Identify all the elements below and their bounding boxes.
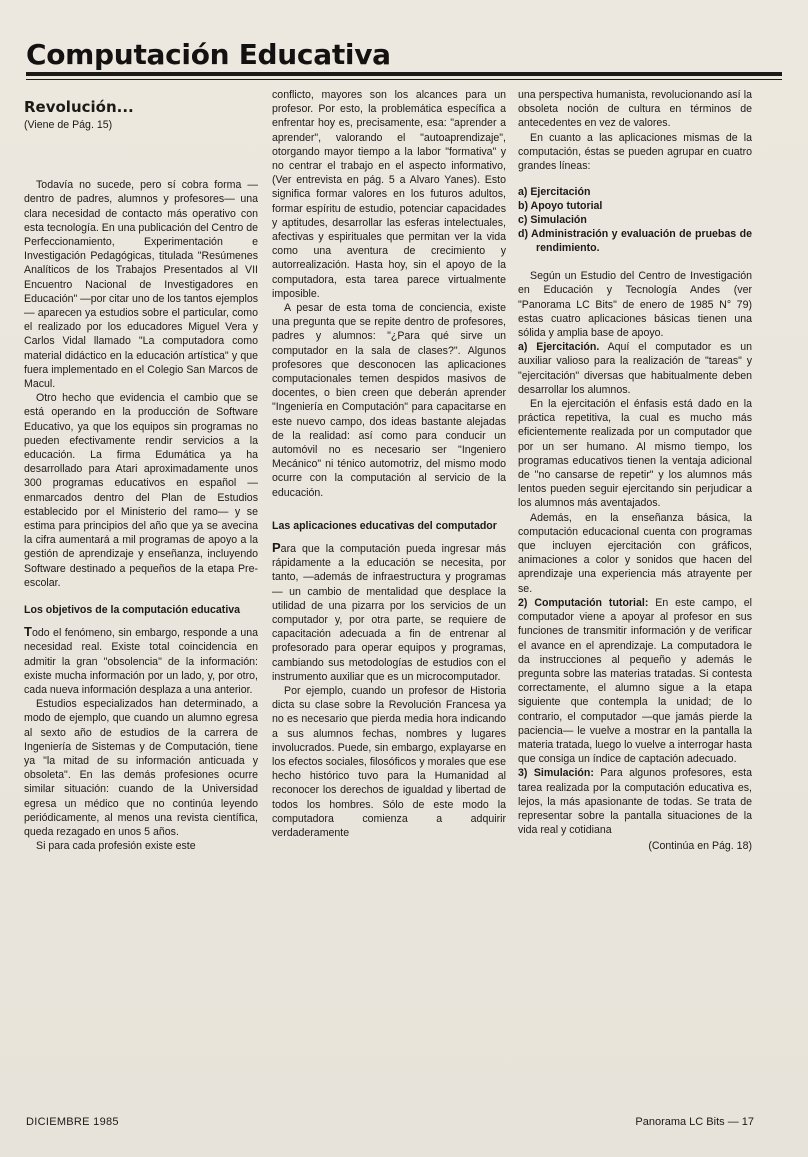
paragraph: En la ejercitación el énfasis está dado en la práctica repetitiva, la cual es mucho más eficientemente realizada por un computador que por un ser humano. Al mismo tiempo, los programas educativos tienen la ventaja adicional de "no cansarse de repetir" y los alumnos más lentos pueden seguir ejercitando sin perjudicar a los alumnos más aventajados. [518, 398, 752, 510]
paragraph: Todo el fenómeno, sin embargo, responde a una necesidad real. Existe total coincidencia en admitir la gran "obsolencia" de la información: existe mucha información por un lado, y, por otro, cada nueva información desplaza a una anterior. [24, 624, 258, 696]
paragraph: 2) Computación tutorial: En este campo, el computador viene a apoyar al profesor en sus funciones de transmitir información y de verificar el avance en el aprendizaje. La computadora le da instrucciones al pequeño y además le pregunta sobre las materias tratadas. Si contesta correctamente, el alumno sigue a la etapa siguiente que contempla la unidad; de lo contrario, el computador —que jamás pierde la paciencia— le vuelve a mostrar en la pantalla la materia tratada, luego lo vuelve a interrogar hasta que consiga un índice de captación adecuado. [518, 596, 752, 766]
section-title: Computación Educativa [26, 38, 391, 71]
list-item: c) Simulación [518, 214, 587, 227]
column-3 [518, 88, 752, 854]
list-item: d) Administración y evaluación de pruebas de rendimiento. [518, 228, 752, 255]
paragraph: Además, en la enseñanza básica, la computación educacional cuenta con programas que incluyen ejercitación con gráficos, animaciones a color y sonidos que hacen del aprendizaje una experiencia más atrayente per se. [518, 511, 752, 595]
paragraph: Para que la computación pueda ingresar más rápidamente a la educación se necesita, por tanto, —además de infraestructura y programas— un cambio de mentalidad que desplace la utilidad de una pizarra por los servicios de un computador y, por otra parte, se requiere de capacitación adecuada a fin de entrenar al profesorado para operar equipos y programas, cambiando sus metodologías de estudios con el instrumento auxiliar que es un microcomputador. [272, 539, 506, 683]
paragraph: 3) Simulación: Para algunos profesores, esta tarea realizada por la computación educativa es, lejos, la más apasionante de todas. Se trata de representar sobre la pantalla situaciones de la vida real y cotidiana [518, 767, 753, 837]
continued-from: (Viene de Pág. 15) [24, 119, 113, 131]
column-1 [24, 88, 258, 853]
column-2 [272, 88, 506, 840]
subheading: Las aplicaciones educativas del computador [272, 519, 497, 532]
paragraph: Si para cada profesión existe este [36, 840, 196, 853]
list-item: a) Ejercitación [518, 186, 591, 199]
paragraph: conflicto, mayores son los alcances para un profesor. Por esto, la problemática específica a enfrentar hoy es, precisamente, esa: "aprender a aprender", valorando el "autoaprendizaje", otorgando mayor tiempo a la labor "formativa" y no centrar el trabajo en el aspecto informativo, (Ver entrevista en pág. 5 a Alvaro Yanes). Esto significa formar valores en los futuros adultos, formar espíritu de estudio, potenciar capacidades y aptitudes, desarrollar las esferas intelectuales, afectivas y espirituales que permitan ver la vida como una aventura de crecimiento y autorrealización. Hasta hoy, sin el apoyo de la computadora, esta tarea parece virtualmente imposible. [272, 89, 506, 300]
inline-heading: a) Ejercitación. [518, 341, 600, 354]
paragraph: A pesar de esta toma de conciencia, existe una pregunta que se repite dentro de profesores, padres y alumnos: "¿Para qué sirve un computador en la sala de clases?". Algunos profesores que desconocen las aplicaciones computacionales temen despidos masivos de docentes, o bien creen que deberán aprender "Ingeniería en Computación" para capacitarse en este nuevo campo, dos ideas bastante alejadas de la realidad: así como para conducir un automóvil no es necesario ser "Ingeniero Mecánico" ni ténico automotriz, del mismo modo ocurre con la computación al servicio de la educación. [272, 302, 506, 499]
drop-cap: T [24, 624, 32, 640]
inline-heading: 2) Computación tutorial: [518, 596, 649, 609]
paragraph: a) Ejercitación. Aquí el computador es un auxiliar valioso para la realización de "tareas" y "ejercitación" diversas que habitualmente deben desarrollar los alumnos. [518, 341, 752, 396]
inline-heading: 3) Simulación: [518, 767, 594, 780]
applications-list [518, 185, 752, 255]
header-rule [26, 72, 782, 76]
paragraph: En cuanto a las aplicaciones mismas de la computación, éstas se pueden agrupar en cuatro grandes líneas: [518, 131, 752, 173]
paragraph: Según un Estudio del Centro de Investigación en Educación y Tecnología Andes (ver "Panorama LC Bits" de enero de 1985 N° 79) estas cuatro aplicaciones básicas tienen una sólida y amplia base de apoyo. [518, 270, 752, 340]
paragraph: Todavía no sucede, pero sí cobra forma —dentro de padres, alumnos y profesores— una clara necesidad de contacto más operativo con esta tecnología. En una publicación del Centro de Perfeccionamiento, Experimentación e Investigación Pedagógicas, titulada "Resúmenes Analíticos de los Trabajos Presentados al VII Encuentro Nacional de Investigadores en Educación" —por citar uno de los tantos ejemplos— aparecen ya estudios sobre el particular, como el realizado por los educadores Miguel Vera y Carlos Vidal llamado "La computadora como material didáctico en la educación artística" y que fuera implementado en el Colegio San Marcos de Macul. [24, 179, 259, 391]
header-rule-thin [26, 79, 782, 80]
footer-page-number: Panorama LC Bits — 17 [635, 1116, 754, 1128]
drop-cap: P [272, 539, 281, 555]
paragraph: Otro hecho que evidencia el cambio que se está operando en la producción de Software Educativo, ya que los equipos sin programas no pueden efectivamente rendir servicios a la educación. La firma Edumática ya ha desarrollado para Atari aproximadamente unos 300 programas educativos en español —enmarcados dentro del Plan de Estudios establecido por el Ministerio del ramo— y se estima para principios del año que ya se avecina la cifra aumentará a mil programas de apoyo a la gestión de aprendizaje y enseñanza, incluyendo Software destinado a pequeños de la etapa Pre-escolar. [24, 392, 258, 589]
continued-on: (Continúa en Pág. 18) [648, 840, 752, 853]
subheading: Los objetivos de la computación educativa [24, 604, 241, 617]
footer-date: DICIEMBRE 1985 [26, 1116, 119, 1128]
list-item: b) Apoyo tutorial [518, 200, 603, 213]
paragraph: una perspectiva humanista, revolucionando así la obsoleta noción de cultura en términos de antecedentes en vez de valores. [518, 89, 752, 130]
paragraph: Por ejemplo, cuando un profesor de Historia dicta su clase sobre la Revolución Francesa ya no es necesario que pierda media hora indicando a sus alumnos fechas, nombres y lugares involucrados. Puede, sin embargo, explayarse en los efectos sociales, filosóficos y morales que ese hecho histórico tuvo para la Humanidad al reconocer los derechos de igualdad y libertad de todos los hombres. Sólo de este modo la computadora comienza a adquirir verdaderamente [272, 684, 506, 839]
article-title: Revolución... [24, 98, 134, 116]
paragraph: Estudios especializados han determinado, a modo de ejemplo, que cuando un alumno egresa al sexto año de estudios de la carrera de Ingeniería de Sistemas y de Computación, tiene ya "la mitad de su información anticuada y obsoleta". En las demás profesiones ocurre similar situación: cuando de la Universidad egresa un médico que no continúa leyendo periódicamente, al menos una revista científica, queda rezagado en unos 5 años. [24, 698, 258, 838]
